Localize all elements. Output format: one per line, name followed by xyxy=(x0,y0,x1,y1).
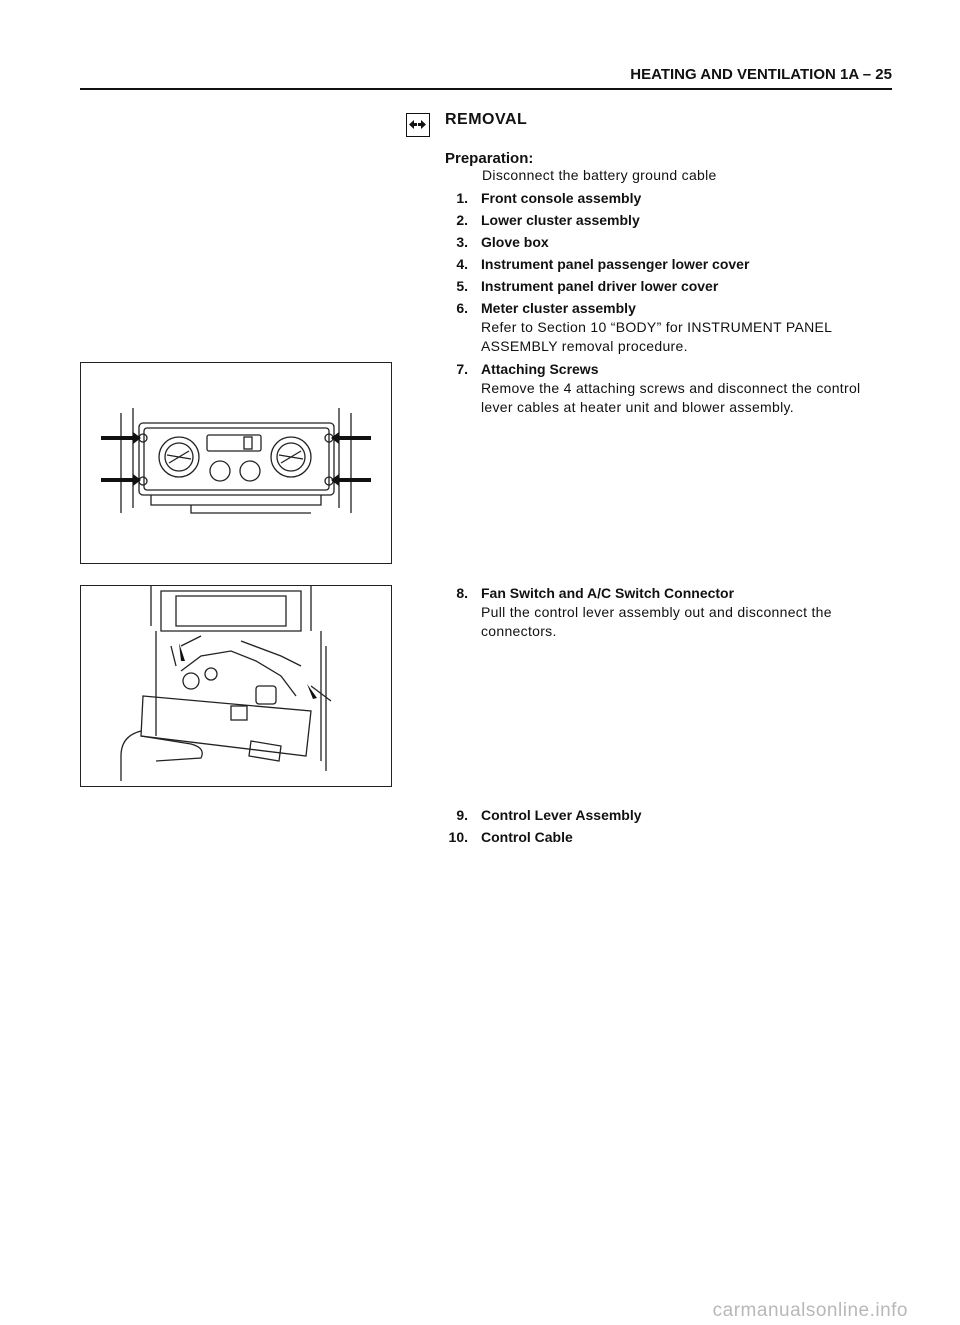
step-7 xyxy=(438,360,890,417)
step-2 xyxy=(438,211,890,230)
step-number: 1. xyxy=(456,190,468,206)
control-panel-illustration xyxy=(81,363,391,563)
control-lever-connector-figure xyxy=(80,585,392,787)
step-number: 3. xyxy=(456,234,468,250)
step-description: Pull the control lever assembly out and disconnect the connectors. xyxy=(481,604,832,639)
step-8 xyxy=(438,584,890,641)
step-title: Attaching Screws xyxy=(481,361,599,377)
step-description: Remove the 4 attaching screws and disconnect the control lever cables at heater unit and blower assembly. xyxy=(481,380,861,415)
step-title: Glove box xyxy=(481,234,549,250)
step-title: Control Lever Assembly xyxy=(481,807,642,823)
step-4 xyxy=(438,255,890,274)
step-10 xyxy=(438,828,890,847)
step-title: Control Cable xyxy=(481,829,573,845)
removal-heading: REMOVAL xyxy=(445,111,528,128)
step-title: Fan Switch and A/C Switch Connector xyxy=(481,585,735,601)
step-title: Instrument panel driver lower cover xyxy=(481,278,719,294)
step-title: Front console assembly xyxy=(481,190,642,206)
step-number: 2. xyxy=(456,212,468,228)
step-number: 4. xyxy=(456,256,468,272)
removal-arrows-icon xyxy=(406,113,430,137)
step-number: 8. xyxy=(456,585,468,601)
step-description: Refer to Section 10 “BODY” for INSTRUMENT PANEL ASSEMBLY removal procedure. xyxy=(481,319,832,354)
step-number: 5. xyxy=(456,278,468,294)
preparation-heading: Preparation: xyxy=(445,150,534,167)
step-5 xyxy=(438,277,890,296)
step-number: 7. xyxy=(456,361,468,377)
step-number: 9. xyxy=(456,807,468,823)
step-3 xyxy=(438,233,890,252)
step-6 xyxy=(438,299,890,356)
control-panel-screws-figure xyxy=(80,362,392,564)
step-number: 6. xyxy=(456,300,468,316)
preparation-text: Disconnect the battery ground cable xyxy=(482,167,717,183)
step-title: Meter cluster assembly xyxy=(481,300,636,316)
page-header-title: HEATING AND VENTILATION 1A – 25 xyxy=(630,66,892,83)
step-number: 10. xyxy=(448,829,468,845)
step-9 xyxy=(438,806,890,825)
page-header xyxy=(80,66,892,90)
control-lever-illustration xyxy=(81,586,391,786)
watermark-text: carmanualsonline.info xyxy=(712,1300,908,1321)
step-1 xyxy=(438,189,890,208)
step-title: Lower cluster assembly xyxy=(481,212,640,228)
step-title: Instrument panel passenger lower cover xyxy=(481,256,750,272)
